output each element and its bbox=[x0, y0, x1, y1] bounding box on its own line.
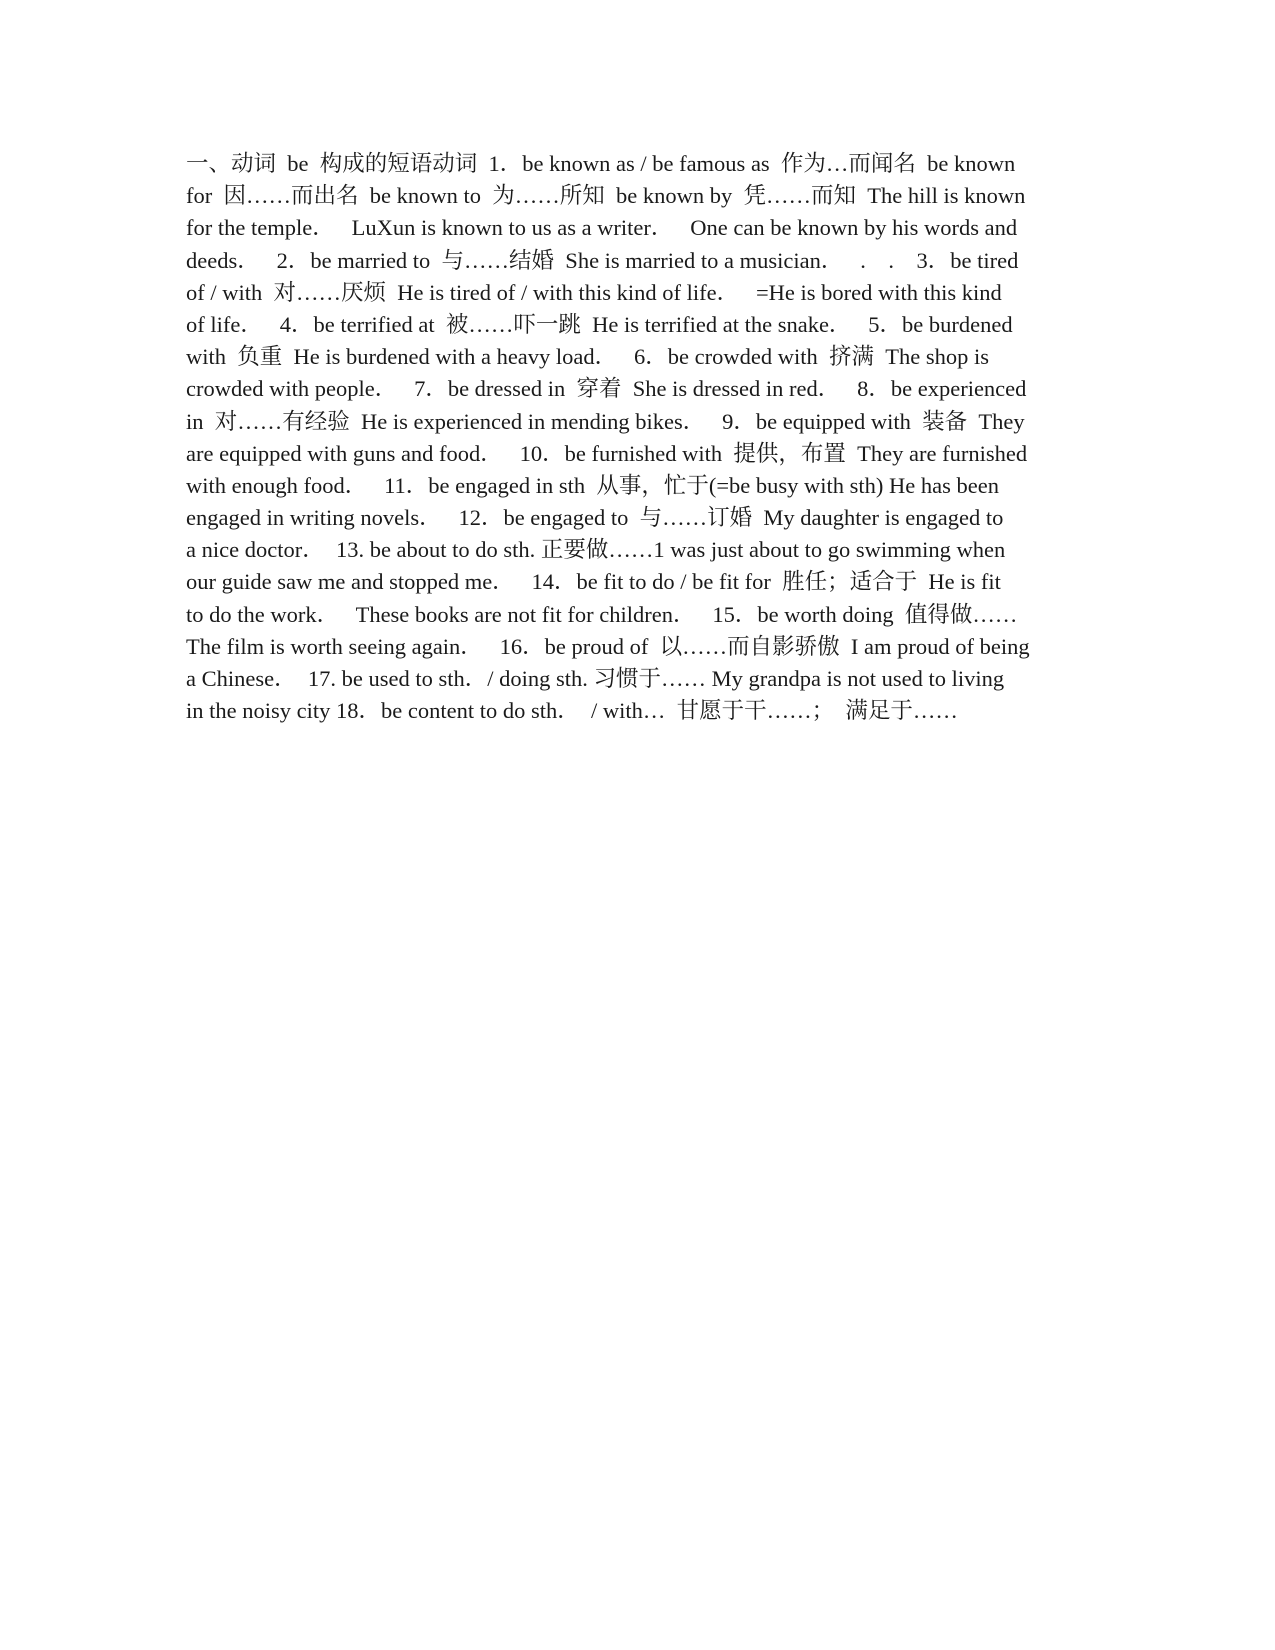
text-line-11: with enough food． 11．be engaged in sth 从事，忙于(=be busy with sth) He has been bbox=[186, 472, 999, 498]
text-line-18: in the noisy city 18．be content to do sth． / with… 甘愿于干……； 满足于…… bbox=[186, 698, 958, 724]
text-line-8: crowded with people． 7．be dressed in 穿着 She is dressed in red． 8．be experienced bbox=[186, 376, 1027, 402]
body-text bbox=[186, 148, 1111, 727]
text-line-17: a Chinese． 17. be used to sth．/ doing sth. 习惯于…… My grandpa is not used to living bbox=[186, 666, 1005, 691]
text-line-15: to do the work． These books are not fit for children． 15．be worth doing 值得做…… bbox=[186, 601, 1018, 627]
text-line-5: of / with 对……厌烦 He is tired of / with this kind of life． =He is bored with this kind bbox=[186, 279, 1002, 305]
text-line-14: our guide saw me and stopped me． 14．be fit to do / be fit for 胜任；适合于 He is fit bbox=[186, 569, 1001, 595]
text-line-10: are equipped with guns and food． 10．be furnished with 提供，布置 They are furnished bbox=[186, 440, 1028, 466]
text-line-13: a nice doctor． 13. be about to do sth. 正要做……1 was just about to go swimming when bbox=[186, 537, 1006, 563]
text-line-3: for the temple． LuXun is known to us as a writer． One can be known by his words and bbox=[186, 215, 1018, 241]
text-line-16: The film is worth seeing again． 16．be proud of 以……而自影骄傲 I am proud of being bbox=[186, 633, 1030, 659]
text-line-12: engaged in writing novels． 12．be engaged to 与……订婚 My daughter is engaged to bbox=[186, 505, 1004, 531]
text-line-9: in 对……有经验 He is experienced in mending bikes． 9．be equipped with 装备 They bbox=[186, 408, 1025, 434]
text-line-6: of life． 4．be terrified at 被……吓一跳 He is terrified at the snake． 5．be burdened bbox=[186, 311, 1013, 337]
text-line-2: for 因……而出名 be known to 为……所知 be known by 凭……而知 The hill is known bbox=[186, 183, 1026, 209]
text-line-1: 一、动词 be 构成的短语动词 1．be known as / be famous as 作为…而闻名 be known bbox=[186, 151, 1016, 176]
text-line-7: with 负重 He is burdened with a heavy load． 6．be crowded with 挤满 The shop is bbox=[186, 344, 989, 370]
text-line-4: deeds． 2．be married to 与……结婚 She is married to a musician． . . 3．be tired bbox=[186, 247, 1019, 273]
